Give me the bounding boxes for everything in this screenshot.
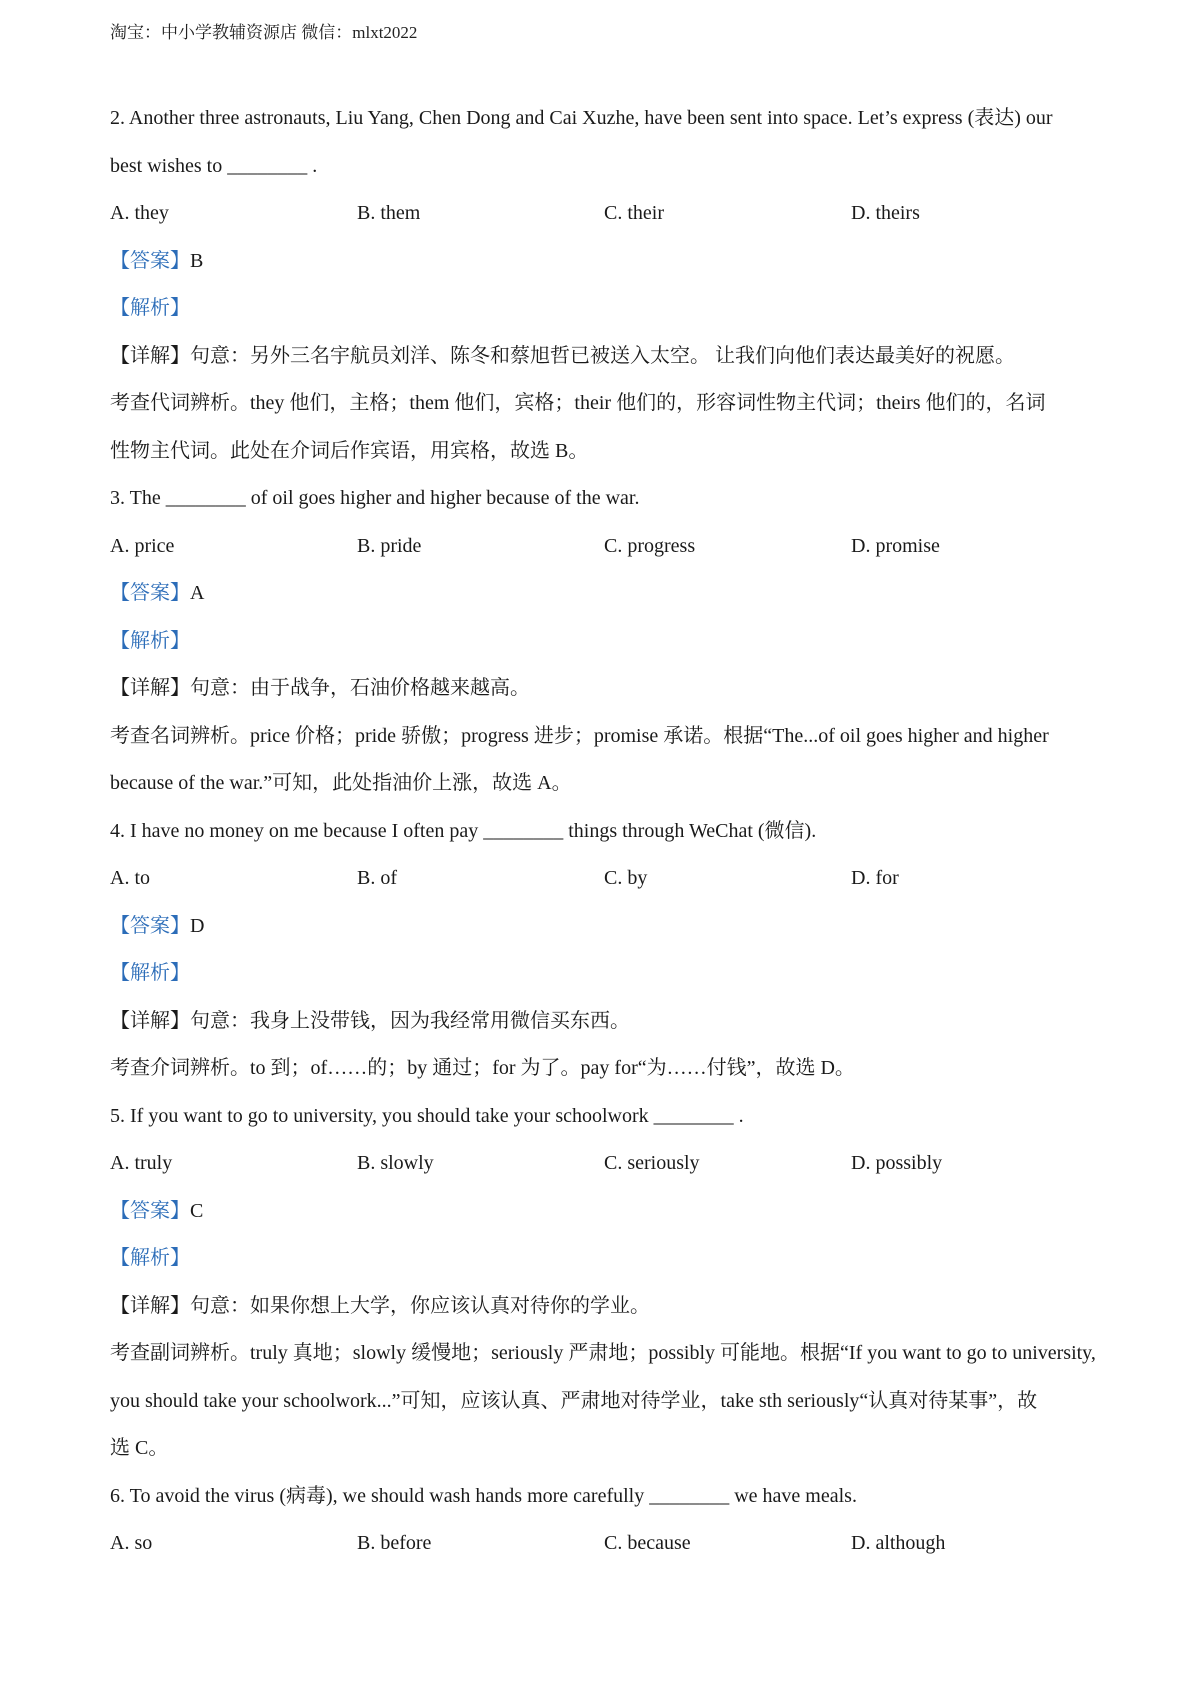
question-stem: 3. The ________ of oil goes higher and higher because of the war. xyxy=(110,487,640,509)
options-row xyxy=(110,190,1100,238)
option-d: D. for xyxy=(851,867,899,889)
detail-line: 【详解】句意：另外三名宇航员刘洋、陈冬和蔡旭哲已被送入太空。 让我们向他们表达最美好的祝愿。 xyxy=(110,344,1015,367)
question-stem: 4. I have no money on me because I often pay ________ things through WeChat (微信). xyxy=(110,819,817,842)
option-a: A. they xyxy=(110,202,169,224)
question-stem: 6. To avoid the virus (病毒), we should wash hands more carefully ________ we have meals. xyxy=(110,1484,857,1507)
page-header: 淘宝：中小学教辅资源店 微信：mlxt2022 xyxy=(110,23,418,42)
explanation-line: because of the war.”可知，此处指油价上涨，故选 A。 xyxy=(110,772,572,794)
answer-tag: 【答案】 xyxy=(110,914,190,937)
document-body xyxy=(110,95,1100,1568)
answer-value: A xyxy=(190,582,205,604)
question-stem: best wishes to ________ . xyxy=(110,154,318,177)
option-b: B. slowly xyxy=(357,1152,434,1174)
answer-tag: 【答案】 xyxy=(110,249,190,272)
option-c: C. seriously xyxy=(604,1152,700,1174)
options-row xyxy=(110,523,1100,571)
answer-line xyxy=(110,1188,1100,1236)
analysis-tag: 【解析】 xyxy=(110,1247,190,1269)
answer-value: C xyxy=(190,1199,204,1222)
option-a: A. to xyxy=(110,867,150,889)
question-stem: 5. If you want to go to university, you should take your schoolwork ________ . xyxy=(110,1104,744,1127)
answer-line xyxy=(110,570,1100,618)
explanation-line: 性物主代词。此处在介词后作宾语，用宾格，故选 B。 xyxy=(110,439,589,462)
options-row xyxy=(110,1140,1100,1188)
option-a: A. price xyxy=(110,534,175,557)
option-b: B. pride xyxy=(357,534,422,557)
analysis-tag: 【解析】 xyxy=(110,962,190,984)
option-c: C. by xyxy=(604,867,648,889)
option-b: B. of xyxy=(357,867,397,889)
explanation-line: 考查名词辨析。price 价格；pride 骄傲；progress 进步；promise 承诺。根据“The...of oil goes higher and higher xyxy=(110,724,1049,747)
explanation-line: 考查介词辨析。to 到；of……的；by 通过；for 为了。pay for“为……付钱”，故选 D。 xyxy=(110,1057,855,1079)
explanation-line: 考查副词辨析。truly 真地；slowly 缓慢地；seriously 严肃地；possibly 可能地。根据“If you want to go to university, xyxy=(110,1342,1096,1364)
answer-line xyxy=(110,238,1100,286)
explanation-line: 考查代词辨析。they 他们，主格；them 他们，宾格；their 他们的，形容词性物主代词；theirs 他们的，名词 xyxy=(110,392,1046,414)
answer-tag: 【答案】 xyxy=(110,1199,190,1222)
question-5 xyxy=(110,1093,1100,1473)
question-4 xyxy=(110,808,1100,1093)
option-b: B. before xyxy=(357,1532,432,1554)
answer-value: B xyxy=(190,249,204,272)
explanation-line: 选 C。 xyxy=(110,1437,169,1459)
analysis-tag: 【解析】 xyxy=(110,629,190,652)
question-6 xyxy=(110,1473,1100,1568)
option-c: C. their xyxy=(604,202,664,224)
option-a: A. so xyxy=(110,1532,153,1554)
option-b: B. them xyxy=(357,202,421,224)
options-row xyxy=(110,855,1100,903)
option-d: D. promise xyxy=(851,534,940,557)
option-a: A. truly xyxy=(110,1152,173,1174)
option-c: C. because xyxy=(604,1532,691,1554)
answer-value: D xyxy=(190,914,205,937)
options-row xyxy=(110,1520,1100,1568)
option-c: C. progress xyxy=(604,534,696,557)
question-stem: 2. Another three astronauts, Liu Yang, Chen Dong and Cai Xuzhe, have been sent into space. Let’s express (表达) our xyxy=(110,107,1053,129)
question-3 xyxy=(110,475,1100,808)
answer-line xyxy=(110,903,1100,951)
detail-line: 【详解】句意：我身上没带钱，因为我经常用微信买东西。 xyxy=(110,1009,630,1032)
option-d: D. although xyxy=(851,1532,946,1554)
question-2 xyxy=(110,95,1100,475)
answer-tag: 【答案】 xyxy=(110,582,190,604)
analysis-tag: 【解析】 xyxy=(110,297,190,319)
option-d: D. theirs xyxy=(851,202,920,224)
detail-line: 【详解】句意：由于战争，石油价格越来越高。 xyxy=(110,677,530,699)
explanation-line: you should take your schoolwork...”可知，应该认真、严肃地对待学业，take sth seriously“认真对待某事”，故 xyxy=(110,1389,1038,1412)
detail-line: 【详解】句意：如果你想上大学，你应该认真对待你的学业。 xyxy=(110,1294,650,1317)
option-d: D. possibly xyxy=(851,1152,943,1174)
